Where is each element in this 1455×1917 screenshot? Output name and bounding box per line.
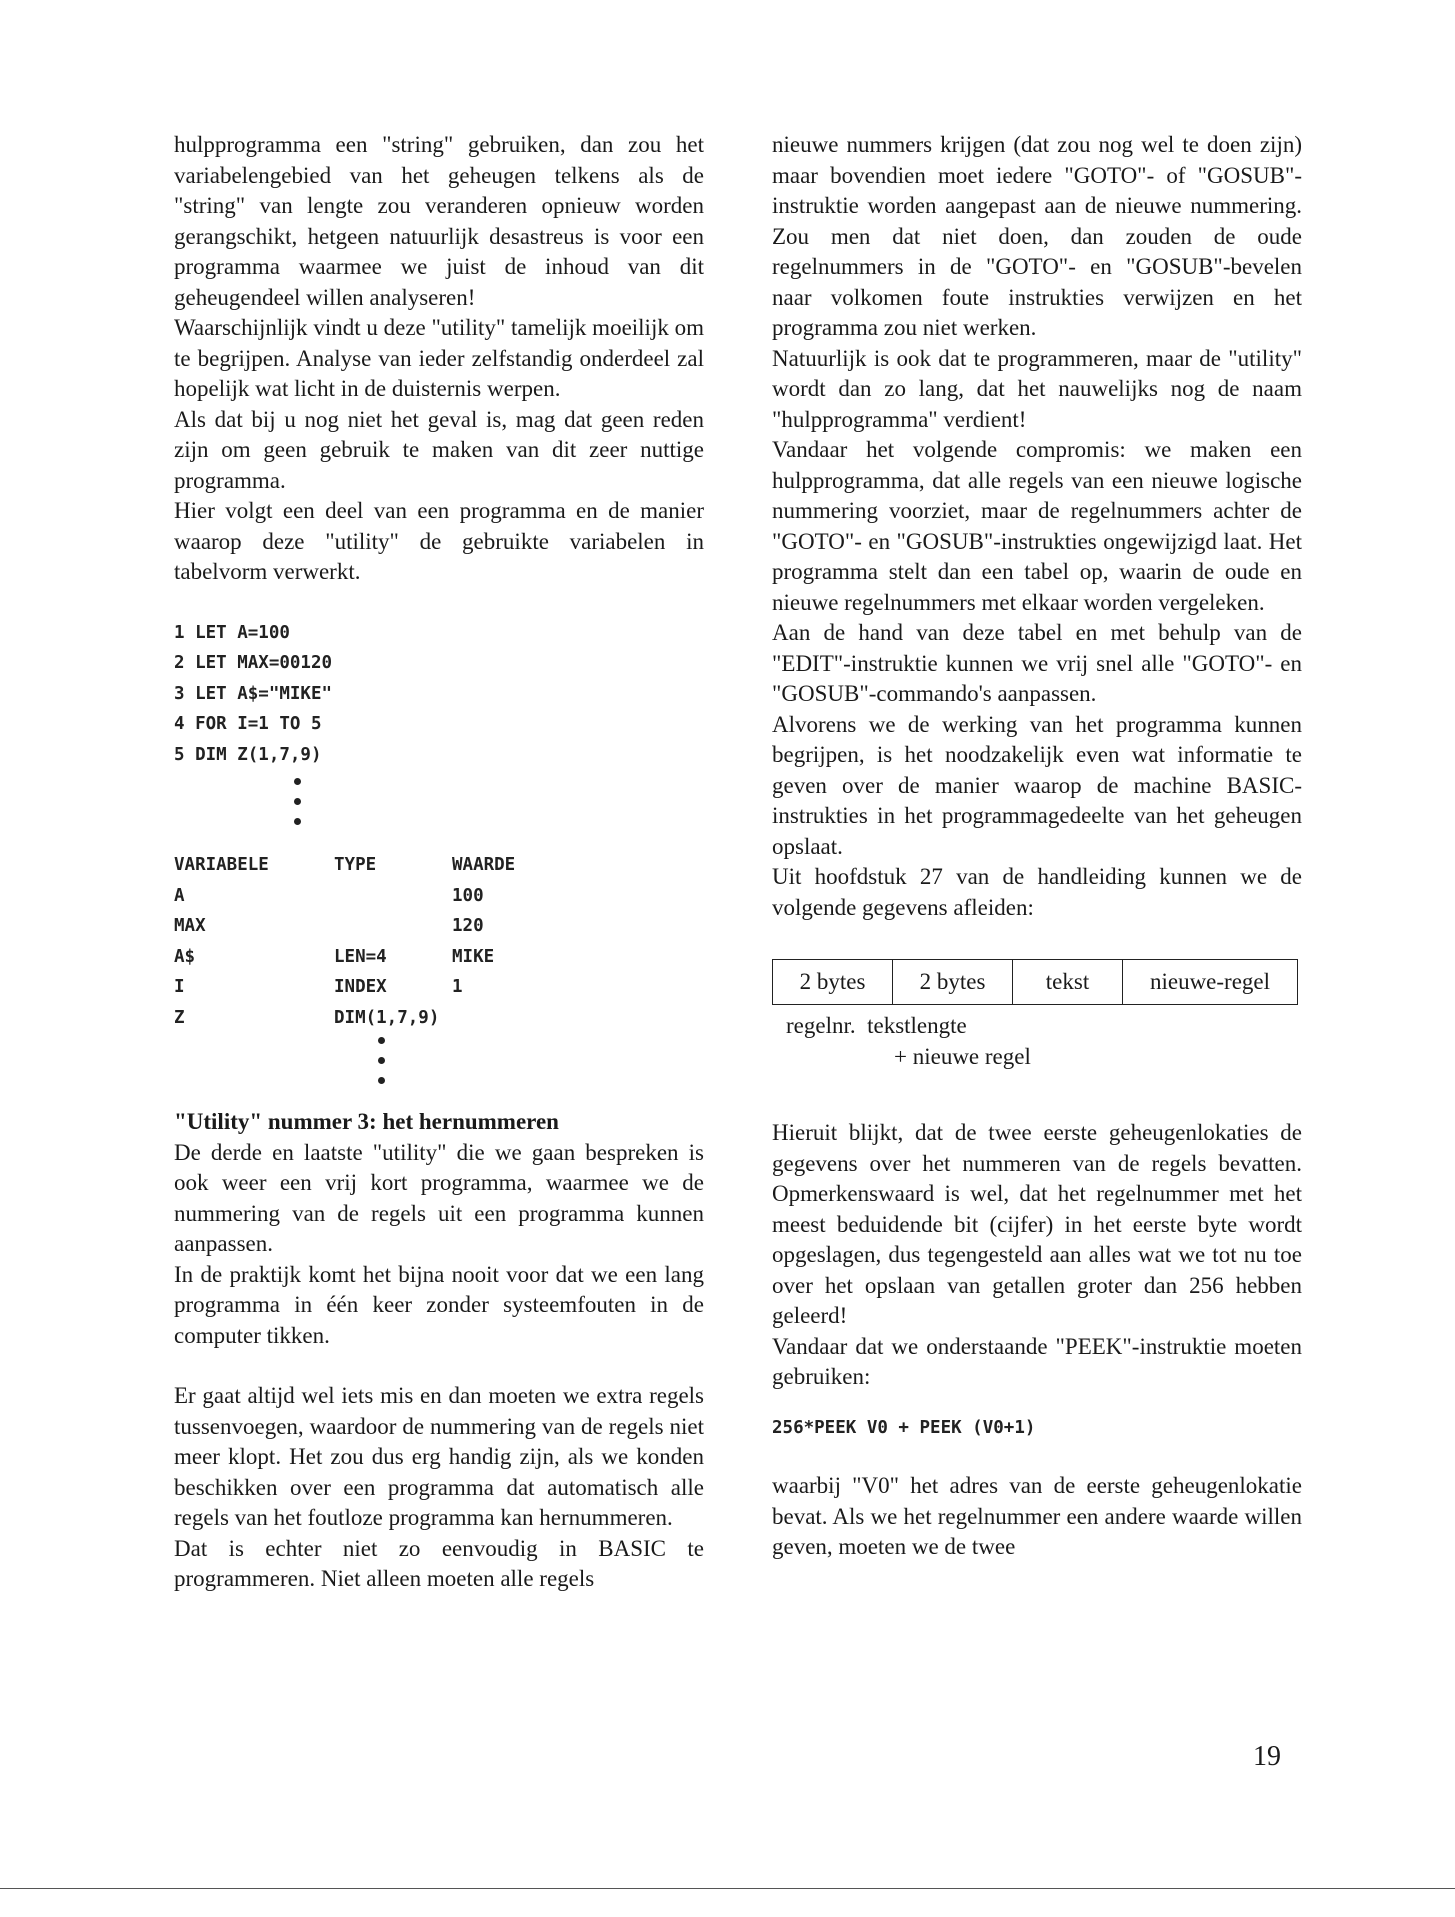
column-header: WAARDE — [452, 855, 516, 875]
ellipsis-dots — [174, 1033, 704, 1097]
cell: MAX — [174, 916, 206, 936]
paragraph: Vandaar het volgende compromis: we maken een hulpprogramma, dat alle regels van een nieuwe logische nummering voorziet, maar de regelnummers achter de "GOTO"- en "GOSUB"-instrukties ongewijzigd laat. Het programma stelt dan een tabel op, waarin de oude en nieuwe regelnummers met elkaar worden vergeleken. — [772, 437, 1302, 615]
cell: I — [174, 977, 185, 997]
dot — [378, 1057, 385, 1064]
table-row — [174, 1003, 704, 1034]
cell — [334, 911, 452, 942]
right-column — [772, 130, 1302, 1563]
caption-line: regelnr. tekstlengte — [786, 1013, 967, 1038]
bottom-rule — [0, 1888, 1455, 1889]
column-header: TYPE — [334, 855, 377, 875]
cell: 1 — [452, 977, 463, 997]
code-line: 3 LET A$="MIKE" — [174, 683, 333, 704]
dot — [378, 1037, 385, 1044]
cell: nieuwe-regel — [1123, 960, 1298, 1005]
paragraph: Waarschijnlijk vindt u deze "utility" tamelijk moeilijk om te begrijpen. Analyse van ieder zelfstandig onderdeel zal hopelijk wat licht in de duisternis werpen. — [174, 315, 704, 401]
paragraph: waarbij "V0" het adres van de eerste geheugenlokatie bevat. Als we het regelnummer een andere waarde willen geven, moeten we de twee — [772, 1473, 1302, 1559]
paragraph: Alvorens we de werking van het programma kunnen begrijpen, is het noodzakelijk even wat informatie te geven over de manier waarop de machine BASIC-instrukties in het programmagedeelte van het geheugen opslaat. — [772, 711, 1302, 859]
cell: MIKE — [452, 946, 495, 967]
paragraph: Er gaat altijd wel iets mis en dan moeten we extra regels tussenvoegen, waardoor de nummering van de regels niet meer klopt. Het zou dus erg handig zijn, als we konden beschikken over een programma dat automatisch alle regels van het foutloze programma kan hernummeren. — [174, 1383, 704, 1530]
cell: tekst — [1013, 960, 1123, 1005]
table-caption — [772, 1011, 1302, 1072]
code-line: 4 FOR I=1 TO 5 — [174, 714, 322, 734]
dot — [294, 798, 301, 805]
dot — [378, 1077, 385, 1084]
cell: LEN=4 — [334, 946, 387, 967]
page-number: 19 — [1253, 1741, 1281, 1772]
cell: 100 — [452, 885, 484, 906]
code-line: 1 LET A=100 — [174, 622, 290, 643]
cell — [452, 1003, 592, 1034]
code-line: 256*PEEK V0 + PEEK (V0+1) — [772, 1417, 1036, 1438]
cell — [334, 881, 452, 912]
cell: 120 — [452, 916, 484, 936]
left-column — [174, 130, 704, 1595]
table-row — [174, 881, 704, 912]
table-row — [174, 942, 704, 973]
paragraph: Als dat bij u nog niet het geval is, mag dat geen reden zijn om geen gebruik te maken van dit zeer nuttige programma. — [174, 406, 704, 493]
table-row — [773, 960, 1298, 1005]
cell: INDEX — [334, 977, 387, 997]
ellipsis-dots — [174, 770, 704, 834]
paragraph: nieuwe nummers krijgen (dat zou nog wel te doen zijn) maar bovendien moet iedere "GOTO"- of "GOSUB"-instruktie worden aangepast aan de nieuwe nummering. Zou men dat niet doen, dan zouden de oude regelnummers in de "GOTO"- en "GOSUB"-bevelen naar volkomen foute instrukties verwijzen en het programma zou niet werken. — [772, 132, 1302, 340]
paragraph: De derde en laatste "utility" die we gaan bespreken is ook weer een vrij kort programma, waarmee we de nummering van de regels uit een programma kunnen aanpassen. — [174, 1139, 704, 1256]
paragraph: Natuurlijk is ook dat te programmeren, maar de "utility" wordt dan zo lang, dat het nauwelijks nog de naam "hulpprogramma" verdient! — [772, 345, 1302, 432]
code-line: 2 LET MAX=00120 — [174, 653, 333, 673]
paragraph: In de praktijk komt het bijna nooit voor dat we een lang programma in één keer zonder systeemfouten in de computer tikken. — [174, 1261, 704, 1348]
cell: DIM(1,7,9) — [334, 1007, 440, 1028]
cell: Z — [174, 1007, 185, 1028]
paragraph: Dat is echter niet zo eenvoudig in BASIC te programmeren. Niet alleen moeten alle regels — [174, 1535, 704, 1591]
table-row — [174, 972, 704, 1003]
bytes-layout-table — [772, 959, 1298, 1005]
paragraph: Vandaar dat we onderstaande "PEEK"-instruktie moeten gebruiken: — [772, 1333, 1302, 1389]
paragraph: hulpprogramma een "string" gebruiken, dan zou het variabelengebied van het geheugen telkens als de "string" van lengte zou veranderen opnieuw worden gerangschikt, hetgeen natuurlijk desastreus is voor een programma waarmee we juist de inhoud van dit geheugendeel willen analyseren! — [174, 132, 704, 310]
caption-line: + nieuwe regel — [894, 1043, 1031, 1069]
table-row — [174, 911, 704, 942]
variable-table — [174, 850, 704, 1033]
column-header: VARIABELE — [174, 855, 269, 875]
cell: A$ — [174, 946, 196, 967]
code-listing — [174, 618, 704, 771]
table-header — [174, 850, 704, 881]
cell: 2 bytes — [773, 960, 893, 1005]
paragraph: Hier volgt een deel van een programma en de manier waarop deze "utility" de gebruikte variabelen in tabelvorm verwerkt. — [174, 498, 704, 584]
paragraph: Uit hoofdstuk 27 van de handleiding kunnen we de volgende gegevens afleiden: — [772, 864, 1302, 920]
cell: A — [174, 885, 185, 906]
dot — [294, 818, 301, 825]
section-heading: "Utility" nummer 3: het hernummeren — [174, 1109, 559, 1134]
dot — [294, 778, 301, 785]
paragraph: Aan de hand van deze tabel en met behulp van de "EDIT"-instruktie kunnen we vrij snel alle "GOTO"- en "GOSUB"-commando's aanpassen. — [772, 620, 1302, 706]
cell: 2 bytes — [893, 960, 1013, 1005]
code-line: 5 DIM Z(1,7,9) — [174, 744, 322, 765]
paragraph: Hieruit blijkt, dat de twee eerste geheugenlokaties de gegevens over het nummeren van de regels bevatten. Opmerkenswaard is wel, dat het regelnummer met het meest beduidende bit (cijfer) in het eerste byte wordt opgeslagen, dus tegengesteld aan alles wat we tot nu toe over het opslaan van getallen groter dan 256 hebben geleerd! — [772, 1120, 1302, 1328]
